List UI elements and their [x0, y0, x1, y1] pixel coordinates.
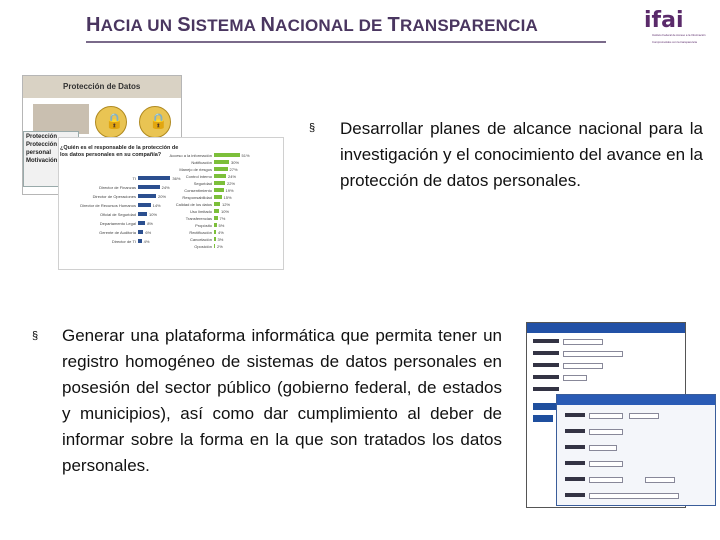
logo-subtitle-2: Comprometidos con la transparencia [652, 41, 697, 45]
bar [138, 239, 142, 243]
bar-value: 30% [231, 160, 240, 165]
form-row [565, 493, 705, 500]
bar-value: 27% [229, 167, 238, 172]
bar-label: Acceso a la información [169, 153, 212, 158]
chart-question: ¿Quién es el responsable de la protección de los datos personales en su compañía? [60, 145, 179, 158]
left-bar-row [58, 211, 178, 218]
bullet-marker: § [32, 330, 39, 342]
bar-label: Director de Operaciones [92, 194, 136, 199]
window-titlebar [557, 395, 715, 405]
bar [214, 181, 225, 185]
bar-value: 8% [147, 221, 153, 226]
bar-value: 4% [218, 230, 224, 235]
title-part-3: NACIONAL DE [260, 14, 388, 36]
right-bar-row [172, 229, 282, 235]
bar-label: Calidad de los datos [175, 202, 212, 207]
bar [138, 230, 143, 234]
bar-value: 3% [217, 237, 224, 242]
title-part-1: HACIA UN [86, 14, 178, 36]
panel-photo [33, 104, 89, 134]
bar [138, 221, 145, 225]
bar-value: 14% [152, 203, 161, 208]
bar [138, 185, 160, 189]
right-bar-row [172, 194, 282, 200]
bar-value: 20% [158, 194, 167, 199]
bar-value: 19% [225, 188, 234, 193]
bar-value: 36% [172, 176, 181, 181]
left-bar-row [58, 229, 178, 236]
bar-value: 2% [217, 244, 223, 249]
side-line: personal [26, 150, 52, 156]
right-bar-row [172, 215, 282, 221]
side-line: Protección [26, 142, 58, 148]
lock-icon: 🔒 [95, 106, 127, 138]
window-titlebar [527, 323, 685, 333]
right-bar-row [172, 187, 282, 193]
left-bar-chart [58, 175, 181, 247]
bar-label: Consentimiento [184, 188, 212, 193]
left-bar-row [58, 220, 178, 227]
right-bar-row [172, 159, 282, 165]
left-bar-row [58, 238, 178, 245]
bar [214, 202, 220, 206]
lock-icon: 🔒 [139, 106, 171, 138]
panel-title: Protección de Datos [63, 82, 141, 91]
right-bar-row [172, 201, 282, 207]
bar-value: 10% [221, 209, 230, 214]
bar [214, 223, 217, 227]
left-bar-row [58, 184, 178, 191]
bar-value: 51% [241, 153, 250, 158]
bar-value: 7% [219, 216, 226, 221]
bar [214, 230, 216, 234]
title-part-4: TRANSPARENCIA [387, 14, 539, 36]
title-part-2: SISTEMA [177, 14, 261, 36]
form-row [565, 445, 705, 452]
slide-title [86, 14, 606, 37]
right-bar-row [172, 222, 282, 228]
bar-label: Gerente de Auditoría [99, 230, 136, 235]
form-row [533, 363, 653, 370]
form-row [565, 413, 705, 420]
right-bar-row [172, 243, 282, 249]
right-bar-row [172, 236, 282, 242]
form-row [533, 387, 653, 394]
right-bar-row [172, 173, 282, 179]
bar-label: Director de TI [111, 239, 136, 244]
form-row [565, 461, 705, 468]
bar-value: 15% [223, 195, 232, 200]
left-bar-row [58, 175, 181, 182]
form-row [533, 351, 653, 358]
bar-label: Transferencias [185, 216, 212, 221]
left-bar-row [58, 193, 178, 200]
form-row [565, 477, 705, 484]
bar [138, 176, 170, 180]
side-line: Motivación [26, 158, 58, 164]
bar [214, 167, 228, 171]
bar-value: 4% [143, 239, 150, 244]
bar [214, 195, 222, 199]
bar [214, 209, 219, 213]
bar-label: Responsabilidad [182, 195, 212, 200]
bar [214, 188, 224, 192]
bar-label: Propósito [195, 223, 212, 228]
form-row [533, 375, 653, 382]
right-bar-row [172, 166, 282, 172]
bar-label: Director de Recursos Humanos [80, 203, 136, 208]
panel-header [23, 76, 181, 98]
bar-label: Rectificación [189, 230, 212, 235]
form-window-icon [556, 394, 716, 506]
bar-label: TI [132, 176, 136, 181]
bar-label: Director de Finanzas [99, 185, 136, 190]
ifai-logo [644, 8, 710, 50]
bar-label: Control interno [185, 174, 212, 179]
bar-label: Seguridad [193, 181, 212, 186]
bar [138, 194, 156, 198]
platform-screenshot [526, 322, 716, 508]
bar-value: 12% [222, 202, 231, 207]
title-underline [86, 41, 606, 43]
bullet-text-2: Generar una plataforma informática que permita tener un registro homogéneo de sistemas de datos personales en posesión del sector público (gobierno federal, de estados y municipios), así como dar cumplimiento al deber de informar sobre la forma en la que son tratados los datos personales. [62, 326, 502, 475]
bar [214, 244, 215, 248]
bar [214, 216, 218, 220]
bar [214, 153, 240, 157]
data-protection-image [22, 75, 284, 270]
bar [138, 203, 151, 207]
bar-value: 24% [228, 174, 237, 179]
side-line: Protección [26, 134, 58, 140]
logo-subtitle-1: Instituto Federal de Acceso a la Información [652, 34, 706, 38]
bar-value: 24% [161, 185, 170, 190]
form-row [565, 429, 705, 436]
bar-value: 6% [145, 230, 152, 235]
bar-label: Manejo de riesgos [179, 167, 212, 172]
bullet-text-1: Desarrollar planes de alcance nacional para la investigación y el conocimiento del avance en la protección de datos personales. [340, 119, 703, 190]
left-bar-row [58, 202, 178, 209]
bar-label: Notificación [191, 160, 212, 165]
bar-value: 5% [218, 223, 225, 228]
bar [214, 237, 216, 241]
form-row [533, 339, 653, 346]
bar-label: Oficial de Seguridad [99, 212, 136, 217]
bar-value: 10% [149, 212, 158, 217]
right-bar-row [169, 152, 282, 158]
bar-value: 22% [227, 181, 236, 186]
right-bar-row [172, 180, 282, 186]
logo-wordmark: ifai [644, 8, 684, 33]
bar [138, 212, 147, 216]
bar [214, 174, 226, 178]
bullet-marker: § [309, 122, 316, 134]
bar [214, 160, 229, 164]
right-bar-row [172, 208, 282, 214]
bar-label: Oposición [194, 244, 212, 249]
bar-label: Departamento Legal [99, 221, 136, 226]
bar-label: Cancelación [189, 237, 212, 242]
bar-label: Uso limitado [189, 209, 212, 214]
right-bar-chart [169, 152, 282, 250]
